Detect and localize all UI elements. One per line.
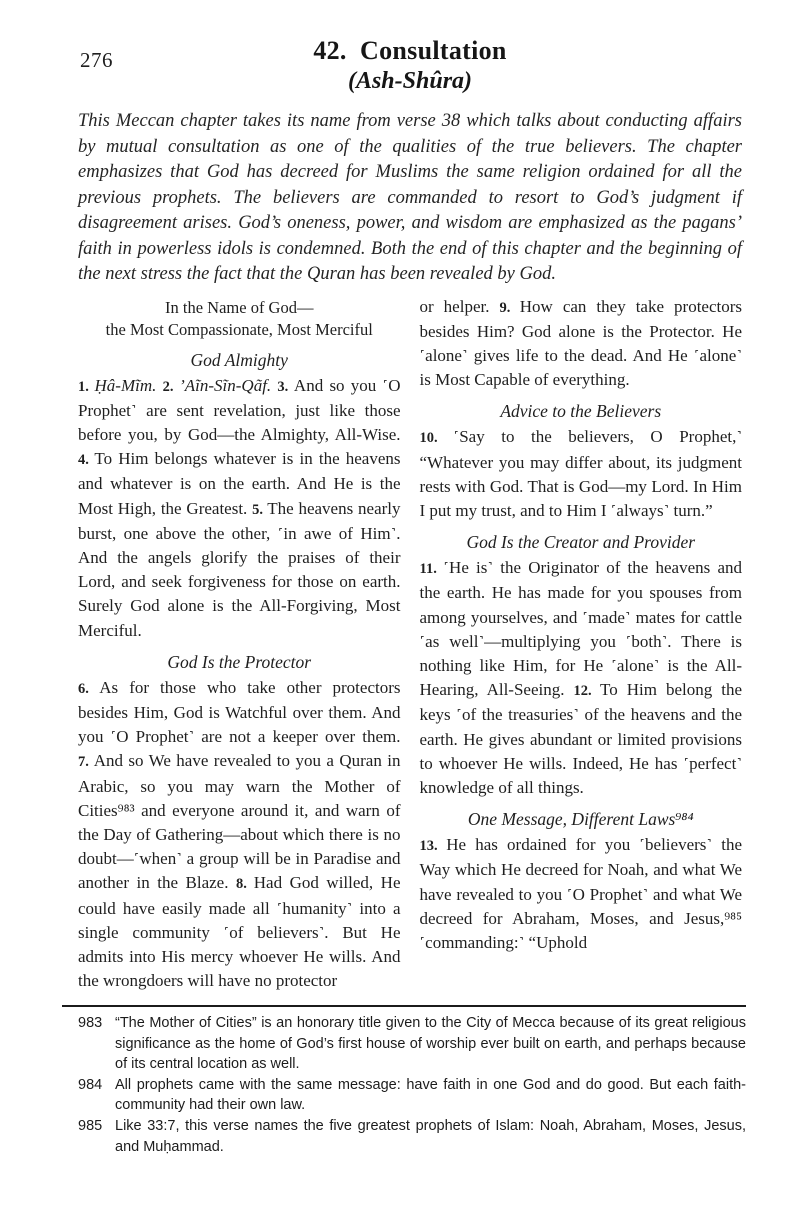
section-heading: Advice to the Believers — [500, 401, 662, 422]
footnotes-section — [62, 1005, 746, 1156]
chapter-title: 42. Consultation — [313, 36, 507, 65]
column-right — [420, 295, 743, 994]
verse-number: 4. — [78, 452, 95, 469]
footnote — [62, 1075, 746, 1115]
verse-number: 7. — [78, 754, 94, 771]
footnote-text: All prophets came with the same message: have faith in one God and do good. But each faith-community had their own law. — [115, 1076, 746, 1114]
verse-text: He has ordained for you ˹believers˺ the Way which He decreed for Noah, and what We have revealed to you ˹O Prophet˺ and what We decreed for Abraham, Moses, and Jesus,⁹⁸⁵ ˹commanding:˺ “Uphold — [419, 835, 743, 952]
footnote-text: Like 33:7, this verse names the five greatest prophets of Islam: Noah, Abraham, Moses, Jesus, and Muḥammad. — [115, 1118, 746, 1155]
verse-text: or helper. — [419, 296, 500, 316]
verse-text: To Him belong the keys ˹of the treasuries˺ of the heavens and the earth. He gives abundant or limited provisions to whoever He wills. Indeed, He has ˹perfect˺ knowledge of all things. — [419, 680, 743, 797]
footnote — [62, 1013, 746, 1074]
basmalah-line2: the Most Compassionate, Most Merciful — [105, 319, 373, 339]
verse-text: ˹He is˺ the Originator of the heavens and the earth. He has made for you spouses from among yourselves, and ˹made˺ mates for cattle ˹as well˺—multiplying you ˹both˺. There is nothing like Him, for He ˹alone˺ is the All-Hearing, All-Seeing. — [419, 558, 742, 700]
verse-paragraph — [78, 676, 401, 994]
verse-paragraph — [420, 556, 743, 800]
verse-text: To Him belongs whatever is in the heavens and whatever is on the earth. And He is the Most High, the Greatest. — [78, 449, 401, 518]
verse-number: 9. — [499, 299, 520, 316]
verse-text: ˹Say to the believers, O Prophet,˺ “Whatever you may differ about, its judgment rests with God. That is God—my Lord. In Him I put my trust, and to Him I ˹always˺ turn.” — [419, 427, 742, 520]
footnotes-list — [62, 1013, 746, 1156]
section-heading: God Is the Protector — [167, 651, 312, 672]
footnote-number: 983 — [78, 1015, 103, 1032]
verse-text: The heavens nearly burst, one above the other, ˹in awe of Him˺. And the angels glorify the praises of their Lord, and seek forgiveness for those on earth. Surely God alone is the All-Forgiving, Most Merciful. — [78, 498, 401, 640]
verse-number: 13. — [419, 838, 447, 855]
verse-number: 10. — [419, 430, 454, 447]
footnote — [62, 1116, 746, 1156]
verse-text: As for those who take other protectors besides Him, God is Watchful over them. And you ˹O Prophet˺ are not a keeper over them. — [78, 677, 401, 747]
verse-number: 6. — [78, 680, 100, 697]
verse-text: ’Aĩn-Sĩn-Qãf. — [179, 375, 278, 395]
footnote-number: 984 — [78, 1076, 103, 1093]
verse-number: 8. — [236, 876, 254, 893]
chapter-subtitle: (Ash-Shûra) — [347, 68, 473, 94]
page-number: 276 — [80, 48, 113, 72]
verse-paragraph — [420, 425, 743, 523]
column-left — [78, 295, 401, 994]
verse-paragraph — [420, 833, 743, 955]
verse-paragraph — [420, 295, 743, 393]
verse-text: Ḥâ-Mĩm. — [94, 375, 163, 395]
verse-number: 1. — [78, 378, 95, 395]
verse-text: Had God willed, He could have easily made all ˹humanity˺ into a single community ˹of believers˺. But He admits into His mercy whoever He wills. And the wrongdoers will have no protector — [78, 873, 401, 991]
section-heading: One Message, Different Laws⁹⁸⁴ — [467, 809, 694, 830]
verse-text: And so We have revealed to you a Quran in Arabic, so you may warn the Mother of Cities⁹⁸³ and everyone around it, and warn of the Day of Gathering—about which there is no doubt—˹when˺ a group will be in Paradise and another in the Blaze. — [78, 751, 401, 893]
verse-number: 12. — [573, 683, 601, 700]
footnote-number: 985 — [78, 1118, 103, 1135]
basmalah-line1: In the Name of God— — [165, 297, 314, 317]
basmalah — [78, 297, 401, 341]
footnote-text: “The Mother of Cities” is an honorary title given to the City of Mecca because of its great religious significance as the home of God’s first house of worship ever built on earth, and perhaps because of its central location as well. — [115, 1015, 746, 1072]
verse-number: 11. — [419, 561, 444, 578]
section-heading: God Almighty — [190, 349, 288, 370]
section-heading: God Is the Creator and Provider — [466, 532, 696, 553]
verse-number: 5. — [252, 501, 268, 518]
two-column-body — [78, 295, 742, 994]
verse-text: How can they take protectors besides Him? God alone is the Protector. He ˹alone˺ gives life to the dead. And He ˹alone˺ is Most Capable of everything. — [419, 296, 743, 390]
verse-paragraph — [78, 374, 401, 643]
verse-number: 2. — [162, 378, 180, 395]
verse-text: And so you ˹O Prophet˺ are sent revelation, just like those before you, by God—the Almighty, All-Wise. — [78, 375, 401, 444]
verse-number: 3. — [277, 378, 294, 395]
chapter-intro: This Meccan chapter takes its name from verse 38 which talks about conducting affairs by mutual consultation as one of the qualities of the true believers. The chapter emphasizes that God has decreed for Muslims the same religion ordained for all the previous prophets. The believers are commanded to resort to God’s judgment if disagreement arises. God’s oneness, power, and wisdom are emphasized as the pagans’ faith in powerless idols is condemned. Both the end of this chapter and the beginning of the next stress the fact that the Quran has been revealed by God. — [78, 111, 742, 284]
